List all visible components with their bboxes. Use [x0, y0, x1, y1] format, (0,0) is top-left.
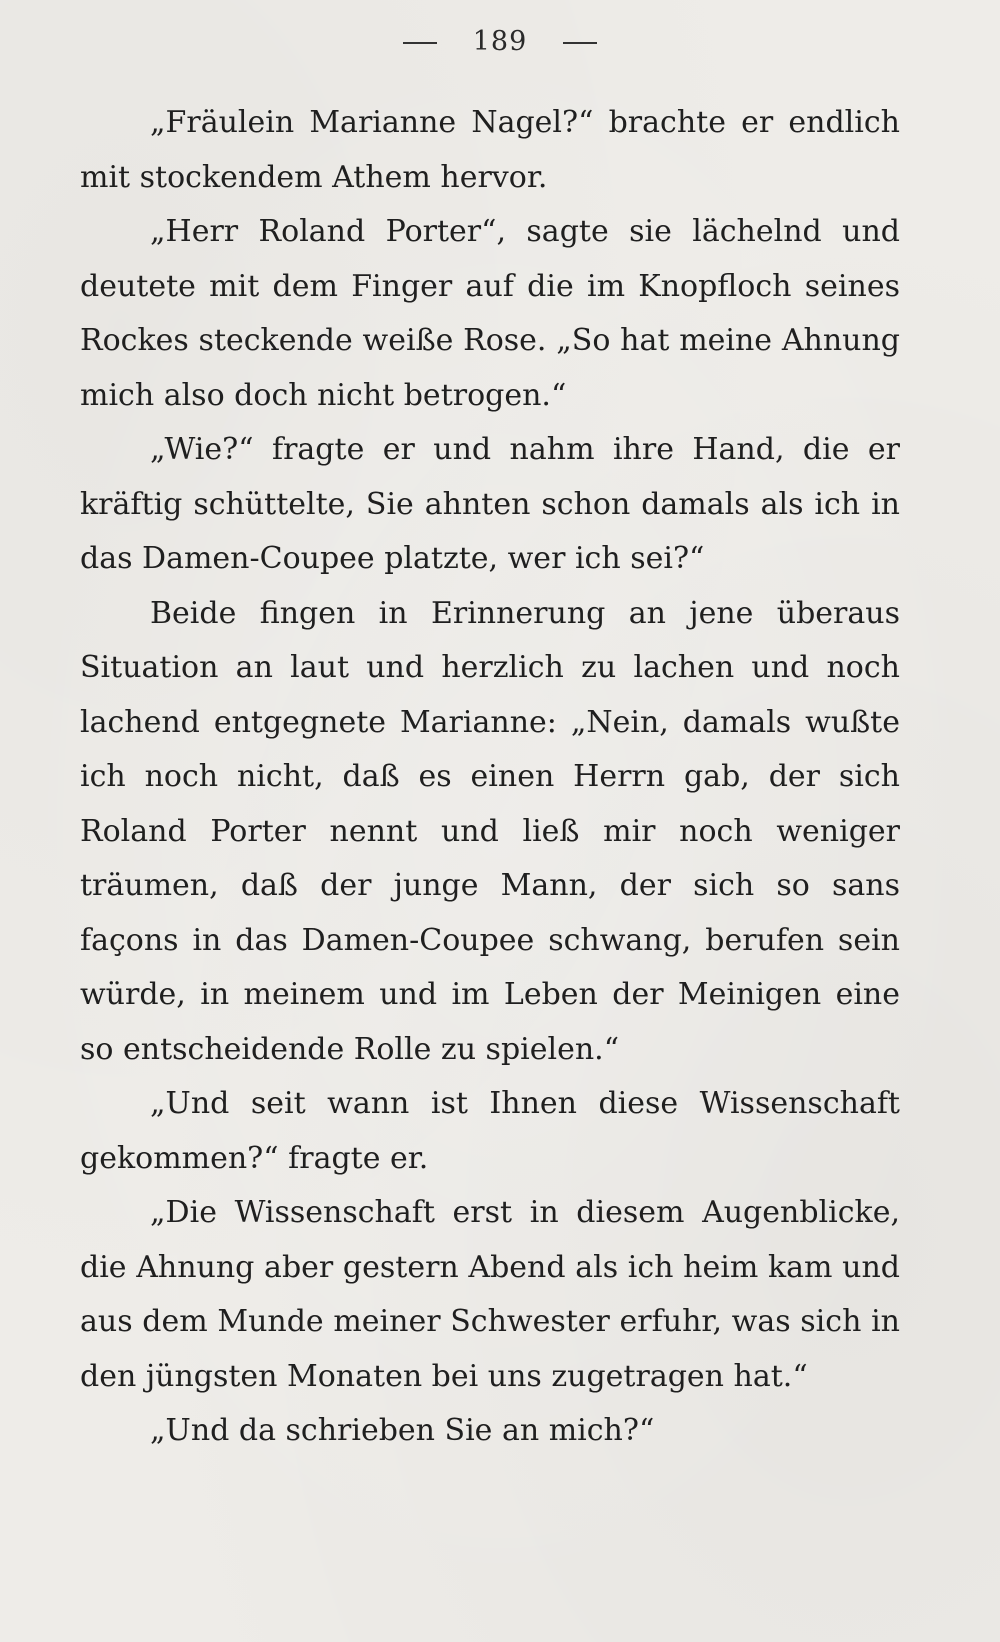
paragraph-4: Beide fingen in Erinnerung an jene überaus Situation an laut und herzlich zu lachen und noch lachend entgegnete Marianne: „Nein, damals wußte ich noch nicht, daß es einen Herrn gab, der sich Roland Porter nennt und ließ mir noch weniger träumen, daß der junge Mann, der sich so sans façons in das Damen-Coupee schwang, berufen sein würde, in meinem und im Leben der Meinigen eine so entscheidende Rolle zu spielen.“: [80, 595, 900, 1067]
page-number: 189: [472, 26, 528, 57]
paragraph-2: „Herr Roland Porter“, sagte sie lächelnd und deutete mit dem Finger auf die im Knopfloch seines Rockes steckende weiße Rose. „So hat meine Ahnung mich also doch nicht betrogen.“: [80, 214, 900, 413]
paragraph-5: „Und seit wann ist Ihnen diese Wissenschaft gekommen?“ fragte er.: [80, 1086, 900, 1176]
header-dash-left: [403, 42, 437, 44]
paragraph-6: „Die Wissenschaft erst in diesem Augenblicke, die Ahnung aber gestern Abend als ich heim kam und aus dem Munde meiner Schwester erfuhr, was sich in den jüngsten Monaten bei uns zugetragen hat.“: [80, 1195, 900, 1394]
paragraph-1: „Fräulein Marianne Nagel?“ brachte er endlich mit stockendem Athem hervor.: [80, 105, 900, 195]
page-header: [0, 26, 1000, 57]
header-dash-right: [563, 42, 597, 44]
body-text: [80, 96, 900, 1459]
paragraph-7: „Und da schrieben Sie an mich?“: [150, 1413, 655, 1448]
paragraph-3: „Wie?“ fragte er und nahm ihre Hand, die er kräftig schüttelte, Sie ahnten schon damals als ich in das Damen-Coupee platzte, wer ich sei?“: [80, 432, 900, 576]
